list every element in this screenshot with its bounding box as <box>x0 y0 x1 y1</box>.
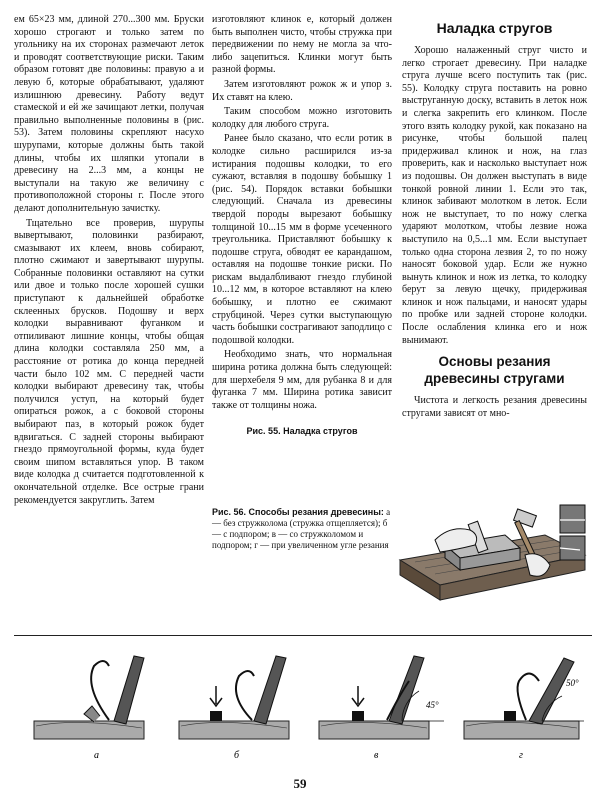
figure-56-cutting-methods <box>14 635 592 766</box>
label-v: в <box>374 750 379 761</box>
paragraph: ем 65×23 мм, длиной 270...300 мм. Бруски хорошо строгают и только затем по угольнику на их сторонах размечают леток и проводят соответствующие риски. Таким образом готовят две половины: правую а и левую б, которые обрабатывают, удаляют излишнюю древесину. Работу ведут стамеской и ей же зачищают летки, получая правильно выполненные половины в (рис. 53). Затем половины скрепляют насухо шурупами, которые должны быть такой длины, чтобы их шляпки утопали в древесину на 2...3 мм, а концы не выступали на такую же величину с противоположной стороны г. После этого делают дополнительную зачистку. <box>14 14 204 214</box>
paragraph: Тщательно все проверив, шурупы вывертывают, половинки разбирают, смазывают их клеем, вновь собирают, плотно сжимают и завертывают шурупы. Собранные половинки оставляют на сутки или двое и только после хорошей сушки приступают к дальнейшей обработке склеенных брусков. Подошву и верх колодки выравнивают фуганком и отпиливают лишние концы, чтобы общая длина колодки составляла 250 мм, а расстояние от ротика до конца передней части было 102 мм. С передней части колодки выбирают древесину так, чтобы получился уступ, на который будет опираться рожок, а с боковой стороны выбирают паз, в который рожок будет вдвигаться. С задней стороны выбирают гнездо прямоугольной формы, куда будет своим шипом вставляться упор. В таком виде колодка д считается подготовленной к окончательной отделке. Все острые грани рекомендуется закруглить. Затем <box>14 217 204 506</box>
angle-label-50: 50° <box>566 678 579 688</box>
figure-56-caption <box>212 507 392 551</box>
angle-label-45: 45° <box>426 700 439 710</box>
detail-inset-illustration <box>560 505 585 560</box>
label-g: г <box>519 750 523 761</box>
paragraph: Чистота и легкость резания древесины стругами зависят от мно- <box>402 395 587 419</box>
figure-56-caption-title: Рис. 56. Способы резания древесины: <box>212 507 384 518</box>
panel-v-chipbreaker-and-support <box>319 656 444 739</box>
panel-b-with-support <box>179 656 289 739</box>
paragraph: Хорошо налаженный струг чисто и легко строгает древесину. При наладке струга лучше всего поступить так (рис. 55). Колодку струга поставить на ровно выструганную доску, вставить в леток нож и слегка закрепить его клинком. После этого взять колодку рукой, как показано на рисунке, чтобы большой палец придерживал клинок и нож, на глаз проверить, как и насколько выступает нож из подошвы. Он должен выступать в виде тонкой ровной линии 1. Если это так, клинок забивают молотком в леток. Если нож не выступает, то по ножу слегка ударяют молотком, чтобы лезвие ножа выступило на 0,5...1 мм. Если выступает только одна сторона лезвия 2, то по ножу наносят боковой удар. Если же нужно вынуть клинок и нож из летка, то колодку берут за левую щечку, придерживая клинок и нож пальцами, и наносят удары по пробке или задней стороне колодки. После ослабления клинка его и нож вынимают. <box>402 45 587 346</box>
figure-55-caption: Рис. 55. Наладка стругов <box>246 426 358 437</box>
page-number: 59 <box>293 776 307 791</box>
paragraph: изготовляют клинок е, который должен быть выполнен чисто, чтобы стружка при передвижении по нему не могла за что-либо зацепиться. Клинки могут быть разной формы. <box>212 14 392 76</box>
column-1 <box>14 14 204 509</box>
column-3 <box>402 14 587 422</box>
label-a: а <box>94 750 99 761</box>
paragraph: Необходимо знать, что нормальная ширина ротика должна быть следующей: для шерхебеля 9 мм, для рубанка 8 и для фуганка 7 мм. Ширина ротика зависит также от толщины ножа. <box>212 349 392 411</box>
paragraph: Затем изготовляют рожок ж и упор з. Их ставят на клею. <box>212 78 392 103</box>
section-heading-cutting: Основы резания древесины стругами <box>424 354 565 387</box>
panel-g-increased-angle <box>464 658 584 739</box>
label-b: б <box>234 750 240 761</box>
paragraph: Таким способом можно изготовить колодку для любого струга. <box>212 106 392 130</box>
figure-55-plane-setup-illustration <box>395 500 590 615</box>
paragraph: Ранее было сказано, что если ротик в колодке сильно расширился из-за истирания подошвы колодки, то его сужают, вставляя в подошву бобышку 1 (рис. 54). Порядок вставки бобышки следующий. Сначала из древесины твердой породы вырезают бобышку толщиной 10...15 мм в форме усеченного треугольника. Приставляют бобышку к подошве струга, обводят ее карандашом, оставляя на подошве тонкие риски. По рискам выдалбливают гнездо глубиной 10...12 мм, в которое вставляют на клею бобышку, и плотно ее сжимают струбциной. Через сутки выступающую часть бобышки сострагивают заподлицо с подошвой колодки. <box>212 133 392 346</box>
figure-56-caption-text: а — без стружколома (стружка отщепляется); б — с подпором; в — со стружколомом и подпором; г — при увеличенном угле резания <box>212 507 391 551</box>
section-heading-setup: Наладка стругов <box>436 20 553 36</box>
column-2 <box>212 14 392 551</box>
panel-a-no-chipbreaker <box>34 656 144 739</box>
